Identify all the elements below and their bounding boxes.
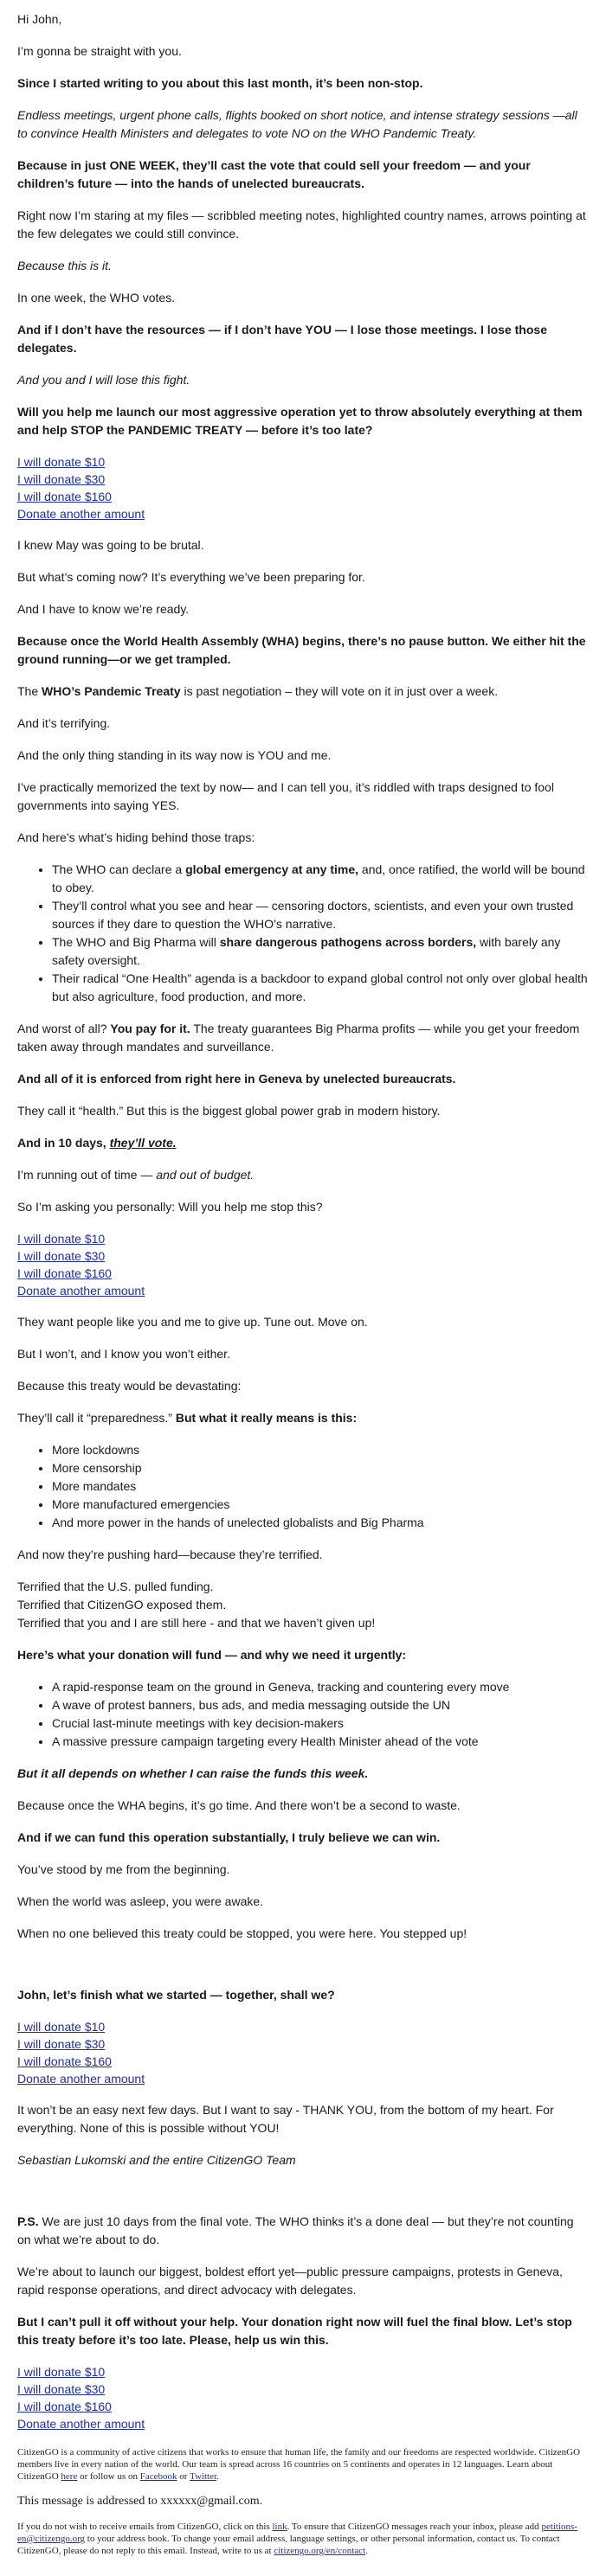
list-item: • More censorship [52, 1459, 589, 1477]
paragraph-depends: But it all depends on whether I can raise the funds this week. [17, 1766, 369, 1780]
spacer [17, 1957, 589, 1986]
donate-160-link[interactable]: I will donate $160 [17, 2054, 112, 2068]
donate-160-link[interactable]: I will donate $160 [17, 490, 112, 503]
spacer [17, 2183, 589, 2213]
donate-10-link[interactable]: I will donate $10 [17, 2020, 106, 2034]
list-item: • More manufactured emergencies [52, 1496, 589, 1514]
paragraph-pushing: And now they’re pushing hard—because they’re terrified. [17, 1548, 323, 1561]
donate-other-link[interactable]: Donate another amount [17, 1284, 145, 1298]
paragraph-thank-you: It won’t be an easy next few days. But I want to say - THANK YOU, from the bottom of my heart. For everything. None of this is possible without YOU! [17, 2103, 554, 2135]
donate-30-link[interactable]: I will donate $30 [17, 2037, 106, 2051]
paragraph-memorized: I’ve practically memorized the text by now— and I can tell you, it’s riddled with traps designed to fool governments into saying YES. [17, 780, 554, 812]
more-list [17, 1441, 589, 1532]
paragraph-go-time: Because once the WHA begins, it’s go time. And there won’t be a second to waste. [17, 1798, 461, 1812]
unsubscribe-link[interactable]: link [272, 2522, 287, 2532]
twitter-link[interactable]: Twitter [190, 2471, 217, 2482]
list-item: • The WHO can declare a global emergency at any time, and, once ratified, the world will be bound to obey. [52, 861, 589, 897]
paragraph-stood: You’ve stood by me from the beginning. [17, 1862, 230, 1876]
list-item: • They’ll control what you see and hear — censoring doctors, scientists, and even your own trusted sources if they dare to question the WHO’s narrative. [52, 897, 589, 933]
donate-other-link[interactable]: Donate another amount [17, 2417, 145, 2431]
paragraph-can-win: And if we can fund this operation substantially, I truly believe we can win. [17, 1830, 441, 1844]
paragraph-wont: But I won’t, and I know you won’t either. [17, 1347, 230, 1361]
paragraph-no-one: When no one believed this treaty could be stopped, you were here. You stepped up! [17, 1926, 467, 1940]
learn-more-link[interactable]: here [61, 2471, 78, 2482]
list-item: • The WHO and Big Pharma will share dangerous pathogens across borders, with barely any safety oversight. [52, 933, 589, 970]
list-item: • A massive pressure campaign targeting every Health Minister ahead of the vote [52, 1733, 589, 1751]
paragraph-coming: But what’s coming now? It’s everything we’ve been preparing for. [17, 570, 365, 584]
list-item: • Crucial last-minute meetings with key decision-makers [52, 1714, 589, 1733]
paragraph-asleep: When the world was asleep, you were awake. [17, 1894, 264, 1908]
paragraph-ps: P.S. We are just 10 days from the final vote. The WHO thinks it’s a done deal — but they’re not counting on what we’re about to do. [17, 2214, 574, 2246]
paragraph-preparedness: They’ll call it “preparedness.” But what it really means is this: [17, 1411, 358, 1425]
paragraph-ready: And I have to know we’re ready. [17, 602, 190, 616]
paragraph-asking: So I’m asking you personally: Will you help me stop this? [17, 1200, 323, 1214]
greeting: Hi John, [17, 12, 62, 26]
paragraph-lose-fight: And you and I will lose this fight. [17, 373, 190, 387]
paragraph-one-week: Because in just ONE WEEK, they’ll cast the vote that could sell your freedom — and your children’s future — into the hands of unelected bureaucrats. [17, 158, 531, 190]
donate-160-link[interactable]: I will donate $160 [17, 2400, 112, 2413]
addressed-to: This message is addressed to xxxxxx@gmail.com. [17, 2495, 263, 2508]
donate-30-link[interactable]: I will donate $30 [17, 472, 106, 486]
paragraph-terrifying: And it’s terrifying. [17, 716, 111, 730]
paragraph-nonstop: Since I started writing to you about this last month, it’s been non-stop. [17, 76, 423, 90]
paragraph-may: I knew May was going to be brutal. [17, 538, 204, 552]
paragraph-finish: John, let’s finish what we started — together, shall we? [17, 1988, 335, 2002]
paragraph-files: Right now I’m staring at my files — scribbled meeting notes, highlighted country names, arrows pointing at the few delegates we could still convince. [17, 208, 586, 240]
donate-10-link[interactable]: I will donate $10 [17, 455, 106, 469]
paragraph-geneva: And all of it is enforced from right here in Geneva by unelected bureaucrats. [17, 1072, 456, 1086]
footer-unsubscribe: If you do not wish to receive emails from CitizenGO, click on this link. To ensure that CitizenGO messages reach your inbox, please add petitions-en@citizengo.org to your address book. To change your email address, language settings, or other personal information, contact us. To contact CitizenGO, please do not reply to this email. Instead, write to us at citizengo.org/en/contact. [17, 2522, 577, 2556]
paragraph-terrified: Terrified that the U.S. pulled funding. Terrified that CitizenGO exposed them. Terrified that you and I are still here - and that we haven’t given up! [17, 1580, 376, 1630]
donate-links-1 [17, 453, 589, 522]
paragraph-you-pay: And worst of all? You pay for it. The treaty guarantees Big Pharma profits — while you get your freedom taken away through mandates and surveillance. [17, 1022, 580, 1054]
donate-30-link[interactable]: I will donate $30 [17, 1249, 106, 1263]
paragraph-treaty: The WHO’s Pandemic Treaty is past negotiation – they will vote on it in just over a week. [17, 684, 499, 698]
paragraph-only-thing: And the only thing standing in its way now is YOU and me. [17, 748, 332, 762]
paragraph-cant: But I can’t pull it off without your help. Your donation right now will fuel the final blow. Let’s stop this treaty before it’s too late. Please, help us win this. [17, 2315, 572, 2347]
donate-other-link[interactable]: Donate another amount [17, 2072, 145, 2086]
donate-links-4 [17, 2363, 589, 2432]
traps-list [17, 861, 589, 1006]
paragraph-straight: I’m gonna be straight with you. [17, 44, 182, 58]
paragraph-endless: Endless meetings, urgent phone calls, flights booked on short notice, and intense strategy sessions —all to convince Health Ministers and delegates to vote NO on the WHO Pandemic Treaty. [17, 108, 577, 140]
contact-link[interactable]: citizengo.org/en/contact [274, 2546, 366, 2556]
donate-links-2 [17, 1230, 589, 1299]
paragraph-devastating: Because this treaty would be devastating: [17, 1379, 242, 1393]
list-item: • Their radical “One Health” agenda is a backdoor to expand global control not only over global health but also agriculture, food production, and more. [52, 970, 589, 1006]
list-item: • And more power in the hands of unelected globalists and Big Pharma [52, 1514, 589, 1532]
paragraph-out-of-time: I’m running out of time — and out of budget. [17, 1168, 255, 1182]
donate-other-link[interactable]: Donate another amount [17, 507, 145, 521]
paragraph-hiding: And here’s what’s hiding behind those traps: [17, 830, 255, 844]
paragraph-ten-days: And in 10 days, they’ll vote. [17, 1136, 177, 1150]
donate-30-link[interactable]: I will donate $30 [17, 2382, 106, 2396]
paragraph-will-you-help: Will you help me launch our most aggressive operation yet to throw absolutely everything at them and help STOP the PANDEMIC TREATY — before it’s too late? [17, 405, 583, 437]
paragraph-in-one-week: In one week, the WHO votes. [17, 291, 176, 304]
paragraph-launch: We’re about to launch our biggest, boldest effort yet—public pressure campaigns, protests in Geneva, rapid response operations, and direct advocacy with delegates. [17, 2265, 563, 2297]
paragraph-resources: And if I don’t have the resources — if I don’t have YOU — I lose those meetings. I lose those delegates. [17, 323, 547, 355]
sender-email-link[interactable]: petitions-en@citizengo.org [17, 2522, 577, 2544]
facebook-link[interactable]: Facebook [139, 2471, 177, 2482]
paragraph-health: They call it “health.” But this is the biggest global power grab in modern history. [17, 1104, 441, 1118]
list-item: • A wave of protest banners, bus ads, and media messaging outside the UN [52, 1696, 589, 1714]
paragraph-because-this-is-it: Because this is it. [17, 259, 112, 272]
list-item: • More mandates [52, 1477, 589, 1496]
footer-about: CitizenGO is a community of active citizens that works to ensure that human life, the family and our freedoms are respected worldwide. CitizenGO members live in every nation of the world. Our team is spread across 16 countries on 5 continents and operates in 12 languages. Learn about CitizenGO here or follow us on Facebook or Twitter. [17, 2447, 581, 2482]
paragraph-wha: Because once the World Health Assembly (WHA) begins, there’s no pause button. We either hit the ground running—or we get trampled. [17, 634, 586, 666]
paragraph-give-up: They want people like you and me to give up. Tune out. Move on. [17, 1315, 368, 1329]
paragraph-fund: Here’s what your donation will fund — and why we need it urgently: [17, 1648, 407, 1662]
donate-links-3 [17, 2018, 589, 2087]
fund-list [17, 1678, 589, 1751]
list-item: • More lockdowns [52, 1441, 589, 1459]
donate-10-link[interactable]: I will donate $10 [17, 2365, 106, 2379]
donate-160-link[interactable]: I will donate $160 [17, 1266, 112, 1280]
donate-10-link[interactable]: I will donate $10 [17, 1232, 106, 1246]
list-item: • A rapid-response team on the ground in Geneva, tracking and countering every move [52, 1678, 589, 1696]
signature: Sebastian Lukomski and the entire CitizenGO Team [17, 2153, 296, 2167]
